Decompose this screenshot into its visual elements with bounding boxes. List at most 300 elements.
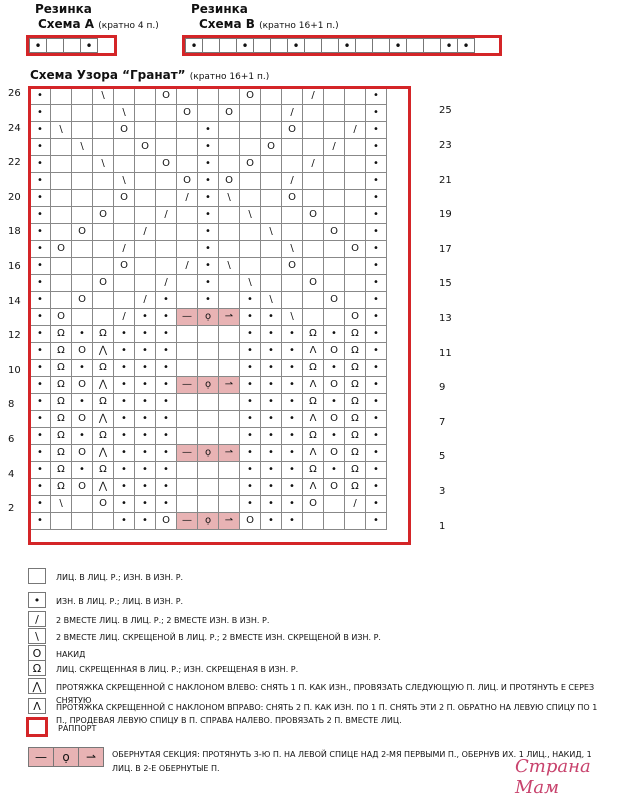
chart-cell [51,156,72,173]
row-number: 20 [8,191,21,203]
chart-cell: / [345,496,366,513]
chart-cell [72,88,93,105]
chart-cell: \ [51,496,72,513]
chart-cell: • [156,343,177,360]
row-number: 7 [439,416,446,428]
row-number: 18 [8,226,21,238]
scheme-b-cell: • [338,38,356,53]
chart-cell: O [219,173,240,190]
chart-cell: Ω [51,462,72,479]
row-number: 17 [439,243,452,255]
chart-cell: ọ [198,377,219,394]
chart-row [30,445,387,462]
chart-cell: O [93,207,114,224]
legend-symbol [28,568,46,584]
chart-cell: • [240,462,261,479]
chart-cell: Ω [93,326,114,343]
chart-row [30,258,387,275]
legend-symbol: O [28,645,46,661]
chart-cell: Λ [303,343,324,360]
chart-cell: O [324,343,345,360]
chart-cell: ⋀ [93,411,114,428]
chart-cell: / [303,156,324,173]
chart-cell [345,513,366,530]
chart-cell [261,156,282,173]
chart-cell: \ [261,224,282,241]
chart-row [30,462,387,479]
chart-cell [72,241,93,258]
chart-cell: • [366,275,387,292]
chart-cell: • [240,326,261,343]
chart-cell: O [303,496,324,513]
scheme-b-cell: • [440,38,458,53]
chart-cell: • [240,309,261,326]
chart-row [30,496,387,513]
legend-symbol: Ω [28,660,46,676]
chart-cell: • [135,394,156,411]
chart-cell: Ω [51,394,72,411]
chart-cell: \ [93,156,114,173]
chart-cell: O [72,224,93,241]
chart-cell: • [135,326,156,343]
chart-cell [261,258,282,275]
chart-cell: • [261,479,282,496]
chart-cell: • [240,496,261,513]
chart-cell [51,190,72,207]
chart-cell [198,411,219,428]
chart-cell: O [177,105,198,122]
legend-text: ЛИЦ. СКРЕЩЕННАЯ В ЛИЦ. Р.; ИЗН. СКРЕЩЕНАЯ В ИЗН. Р. [56,665,299,674]
row-number: 1 [439,520,446,532]
chart-cell: O [93,496,114,513]
ribbing-title-b: Резинка [191,2,248,16]
scheme-b-cell: • [185,38,203,53]
chart-cell: Ω [345,360,366,377]
chart-cell [114,207,135,224]
chart-cell: • [282,479,303,496]
chart-cell: • [114,513,135,530]
scheme-b-cell [372,38,390,53]
chart-cell [345,224,366,241]
chart-row [30,292,387,309]
row-number: 2 [8,503,15,515]
chart-cell: • [198,122,219,139]
chart-cell: Ω [345,343,366,360]
chart-cell: ọ [198,309,219,326]
row-number: 11 [439,347,452,359]
chart-cell [324,275,345,292]
chart-cell: / [282,105,303,122]
chart-cell: \ [240,275,261,292]
chart-cell [240,122,261,139]
chart-cell: Ω [303,360,324,377]
chart-cell: • [156,428,177,445]
chart-cell [219,394,240,411]
legend-symbol: Λ [28,698,46,714]
main-title-mult: (кратно 16+1 п.) [189,72,270,82]
chart-cell [72,105,93,122]
chart-cell [177,411,198,428]
chart-cell [177,139,198,156]
chart-cell: • [366,156,387,173]
chart-cell: O [345,309,366,326]
chart-cell: • [198,139,219,156]
chart-cell: O [51,241,72,258]
chart-cell [324,105,345,122]
row-number: 12 [8,330,21,342]
chart-cell [198,496,219,513]
chart-cell: \ [93,88,114,105]
chart-cell: • [366,326,387,343]
chart-cell [303,122,324,139]
chart-cell: • [240,411,261,428]
chart-cell: • [135,360,156,377]
scheme-b-cell [406,38,424,53]
chart-cell: O [324,292,345,309]
chart-cell [72,156,93,173]
chart-cell: ⋀ [93,377,114,394]
chart-cell [177,122,198,139]
chart-cell: ⇀ [219,377,240,394]
chart-cell: \ [282,241,303,258]
row-number: 3 [439,485,446,497]
chart-cell [135,173,156,190]
chart-cell: • [30,292,51,309]
chart-cell [240,241,261,258]
chart-cell [219,462,240,479]
chart-cell [324,122,345,139]
chart-cell [93,122,114,139]
repeat-legend-label: РАППОРТ [58,724,97,733]
chart-cell [261,88,282,105]
chart-cell: Ω [345,377,366,394]
chart-cell [261,122,282,139]
chart-cell: • [156,394,177,411]
chart-row [30,411,387,428]
chart-cell [219,292,240,309]
scheme-b-cell [321,38,339,53]
chart-cell: \ [114,105,135,122]
chart-cell [345,139,366,156]
chart-cell: O [282,122,303,139]
chart-cell [198,394,219,411]
chart-cell: • [135,377,156,394]
chart-row [30,394,387,411]
chart-cell [114,88,135,105]
chart-cell: • [261,360,282,377]
chart-cell [114,292,135,309]
chart-cell: • [366,139,387,156]
chart-cell: • [114,411,135,428]
chart-cell: • [261,445,282,462]
legend-symbol: • [28,592,46,608]
chart-cell: • [198,241,219,258]
chart-cell: / [135,224,156,241]
chart-cell: Ω [93,428,114,445]
chart-cell [345,156,366,173]
chart-cell: • [282,513,303,530]
chart-cell: / [114,309,135,326]
chart-cell: • [261,309,282,326]
legend-text: НАКИД [56,650,86,659]
chart-cell: • [30,411,51,428]
chart-cell: • [366,122,387,139]
chart-cell [114,224,135,241]
chart-cell [219,360,240,377]
chart-cell: • [30,173,51,190]
chart-cell [72,190,93,207]
chart-cell: O [72,479,93,496]
chart-cell: Λ [303,411,324,428]
wrap-symbol: — [28,747,54,767]
chart-cell [219,343,240,360]
chart-cell [135,207,156,224]
chart-cell: • [156,309,177,326]
chart-cell: • [30,275,51,292]
chart-cell: Λ [303,377,324,394]
chart-cell [219,479,240,496]
chart-cell: Ω [345,411,366,428]
scheme-a-cell [63,38,81,53]
chart-cell [198,105,219,122]
chart-cell [198,479,219,496]
chart-cell [345,292,366,309]
chart-cell: • [366,394,387,411]
chart-cell: • [240,343,261,360]
chart-cell: • [324,326,345,343]
chart-cell: • [30,445,51,462]
chart-cell [51,224,72,241]
chart-cell: • [261,343,282,360]
chart-cell [135,258,156,275]
chart-cell: • [324,394,345,411]
chart-cell [345,105,366,122]
chart-cell: • [156,377,177,394]
legend-text: ПРОТЯЖКА СКРЕЩЕННОЙ С НАКЛОНОМ ВПРАВО: СНЯТЬ 2 П. КАК ИЗН. ПО 1 П. СНЯТЬ ЭТИ 2 П. ОБРАТНО НА ЛЕВУЮ СПИЦУ ПО 1 П., ПРОДЕВАЯ ЛЕВУЮ СПИЦУ В П. СПРАВА НАЛЕВО. ПРОВЯЗАТЬ 2 П. ВМЕСТЕ ЛИЦ. [56,703,598,725]
chart-cell: • [114,394,135,411]
chart-cell: • [72,428,93,445]
chart-cell [72,207,93,224]
chart-cell: • [114,479,135,496]
chart-cell: O [177,173,198,190]
chart-cell: \ [114,173,135,190]
chart-cell [51,139,72,156]
row-number: 22 [8,157,21,169]
chart-cell [93,241,114,258]
chart-cell: Ω [345,428,366,445]
chart-cell [324,173,345,190]
row-number: 9 [439,382,446,394]
chart-cell [240,224,261,241]
chart-cell: • [135,496,156,513]
chart-cell: O [324,224,345,241]
chart-cell: • [366,224,387,241]
chart-row [30,513,387,530]
chart-cell: O [303,207,324,224]
chart-cell: • [240,377,261,394]
chart-cell [156,224,177,241]
chart-cell [219,326,240,343]
chart-cell [261,275,282,292]
row-number: 21 [439,174,452,186]
chart-cell [345,207,366,224]
row-number: 15 [439,278,452,290]
chart-cell: • [366,105,387,122]
chart-cell: \ [72,139,93,156]
row-number: 19 [439,209,452,221]
chart-cell [177,326,198,343]
chart-cell: • [366,190,387,207]
chart-row [30,105,387,122]
chart-cell: • [30,513,51,530]
legend-symbol: / [28,611,46,627]
chart-cell: / [114,241,135,258]
legend-text: ИЗН. В ЛИЦ. Р.; ЛИЦ. В ИЗН. Р. [56,597,184,606]
chart-cell: — [177,513,198,530]
chart-cell: • [198,224,219,241]
chart-cell: O [72,292,93,309]
chart-cell: • [114,496,135,513]
chart-cell [303,513,324,530]
chart-cell: • [366,445,387,462]
chart-cell: Ω [345,445,366,462]
chart-row [30,207,387,224]
chart-cell: • [135,445,156,462]
chart-cell: O [114,258,135,275]
legend-symbol: ⋀ [28,678,46,694]
scheme-b-label: Схема В [199,17,255,31]
chart-cell: / [177,258,198,275]
chart-cell [135,105,156,122]
chart-cell: • [282,360,303,377]
chart-cell: O [240,513,261,530]
chart-row [30,190,387,207]
chart-cell: • [366,360,387,377]
chart-cell: O [72,343,93,360]
chart-cell: O [135,139,156,156]
chart-cell [282,156,303,173]
chart-cell [177,479,198,496]
chart-cell [282,88,303,105]
chart-cell [156,173,177,190]
chart-cell: • [30,105,51,122]
chart-cell [303,173,324,190]
row-number: 10 [8,364,21,376]
chart-cell: / [156,207,177,224]
chart-cell [93,139,114,156]
chart-cell [51,513,72,530]
chart-cell: O [72,445,93,462]
chart-cell [135,122,156,139]
chart-row [30,326,387,343]
chart-cell: • [240,479,261,496]
chart-cell: • [135,309,156,326]
chart-cell [219,122,240,139]
chart-cell: • [324,360,345,377]
chart-cell [324,88,345,105]
chart-cell: Ω [345,462,366,479]
chart-cell: • [30,309,51,326]
chart-cell: / [324,139,345,156]
chart-cell [177,462,198,479]
chart-cell [177,360,198,377]
chart-cell: • [30,156,51,173]
chart-cell [93,258,114,275]
chart-cell: • [30,241,51,258]
row-number: 8 [8,399,15,411]
chart-cell: • [135,513,156,530]
legend-text: ЛИЦ. В ЛИЦ. Р.; ИЗН. В ИЗН. Р. [56,573,184,582]
chart-cell: ⋀ [93,479,114,496]
chart-cell [114,275,135,292]
chart-cell: — [177,309,198,326]
chart-cell [177,207,198,224]
chart-cell [177,275,198,292]
chart-cell: Ω [51,377,72,394]
chart-cell: • [156,496,177,513]
chart-cell: O [324,377,345,394]
chart-cell: ọ [198,513,219,530]
chart-cell [261,241,282,258]
wrap-legend-text: ОБЕРНУТАЯ СЕКЦИЯ: ПРОТЯНУТЬ 3-Ю П. НА ЛЕВОЙ СПИЦЕ НАД 2-МЯ ПЕРВЫМИ П., ОБЕРНУВ ИХ. 1 ЛИЦ., НАКИД, 1 ЛИЦ. В 2-Е ОБЕРНУТЫЕ П. [112,750,592,773]
chart-cell: • [135,428,156,445]
scheme-b-cell [423,38,441,53]
chart-cell: • [282,394,303,411]
chart-cell [324,496,345,513]
chart-cell: Ω [345,479,366,496]
chart-cell: • [198,156,219,173]
chart-cell [219,156,240,173]
chart-cell [303,241,324,258]
chart-cell: • [114,326,135,343]
chart-row [30,241,387,258]
chart-cell: • [72,394,93,411]
chart-row [30,275,387,292]
chart-cell: Ω [303,326,324,343]
scheme-b-title [199,17,339,31]
chart-cell: • [282,462,303,479]
chart-cell [303,105,324,122]
chart-cell [72,309,93,326]
chart-cell [324,190,345,207]
watermark: Страна Мам [515,756,591,798]
chart-cell: O [261,139,282,156]
chart-cell: • [366,292,387,309]
chart-cell: • [240,360,261,377]
chart-cell: O [114,122,135,139]
chart-row [30,360,387,377]
chart-cell: O [156,88,177,105]
chart-cell: • [72,462,93,479]
chart-cell: • [261,326,282,343]
chart-cell: • [114,428,135,445]
chart-cell [282,275,303,292]
chart-cell: O [282,190,303,207]
chart-cell: • [240,394,261,411]
chart-cell [135,190,156,207]
chart-cell [51,207,72,224]
chart-cell: Ω [303,462,324,479]
chart-cell [72,173,93,190]
scheme-a-title [38,17,159,31]
chart-cell [219,88,240,105]
scheme-a-cell: • [29,38,47,53]
chart-cell [93,513,114,530]
scheme-b-cell [202,38,220,53]
scheme-a-cell: • [80,38,98,53]
chart-row [30,309,387,326]
chart-cell [177,241,198,258]
